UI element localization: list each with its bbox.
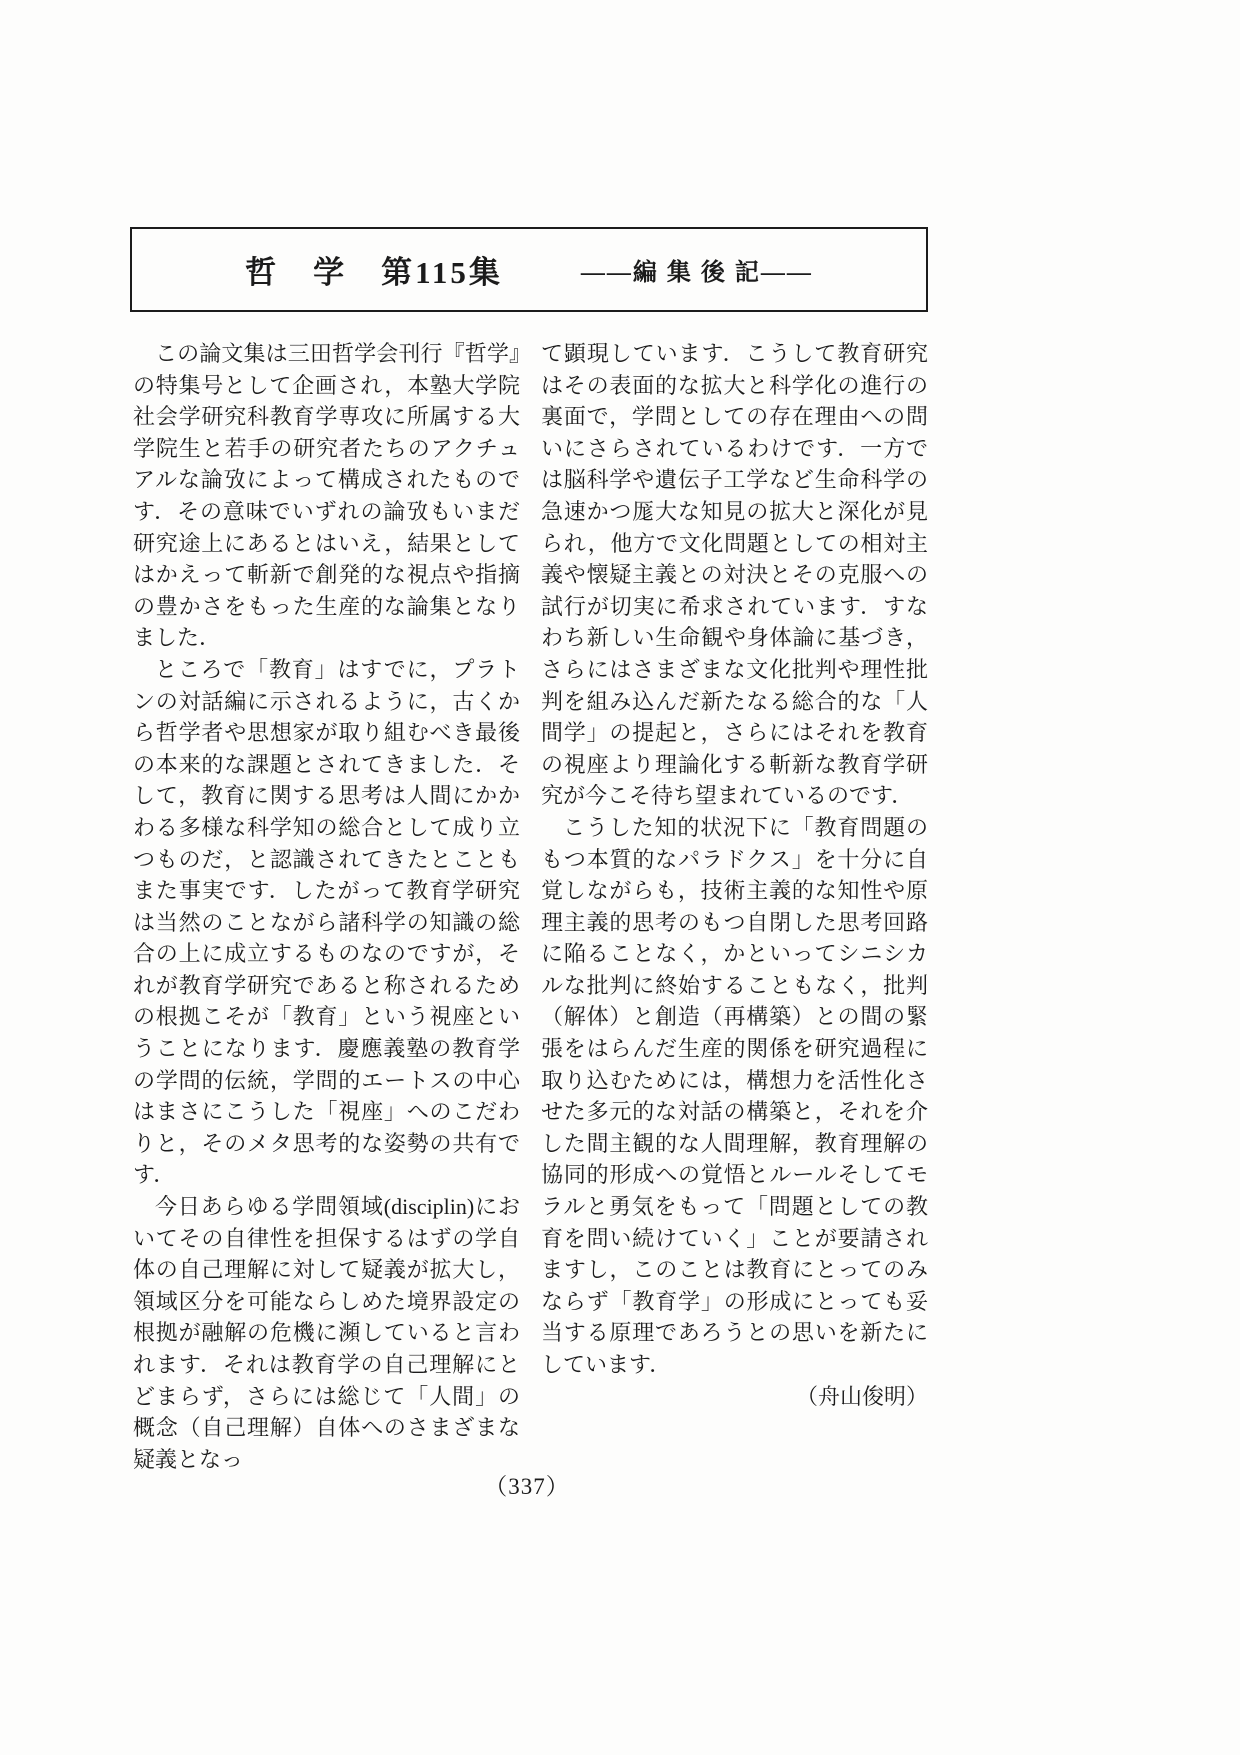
header-box: [130, 227, 928, 312]
author-signature: （舟山俊明）: [795, 1383, 928, 1409]
paragraph-continuation: て顕現しています．こうして教育研究はその表面的な拡大と科学化の進行の裏面で，学問としての存在理由への問いにさらされているわけです．一方では脳科学や遺伝子工学など生命科学の急速かつ厖大な知見の拡大と深化が見られ，他方で文化問題としての相対主義や懐疑主義との対決とその克服への試行が切実に希求されています．すなわち新しい生命観や身体論に基づき，さらにはさまざまな文化批判や理性批判を組み込んだ新たなる総合的な「人間学」の提起と，さらにはそれを教育の視座より理論化する斬新な教育学研究が今こそ待ち望まれているのです．: [541, 341, 928, 809]
left-column: [133, 338, 520, 1475]
text-columns: [133, 338, 928, 1475]
paragraph: ところで「教育」はすでに，プラトンの対話編に示されるように，古くから哲学者や思想家が取り組むべき最後の本来的な課題とされてきました．そして，教育に関する思考は人間にかかわる多様な科学知の総合として成り立つものだ，と認識されてきたとこともまた事実です．したがって教育学研究は当然のことながら諸科学の知識の総合の上に成立するものなのですが，それが教育学研究であると称されるための根拠こそが「教育」という視座ということになります．慶應義塾の教育学の学問的伝統，学問的エートスの中心はまさにこうした「視座」へのこだわりと，そのメタ思考的な姿勢の共有です．: [133, 656, 520, 1188]
page-number: （337）: [484, 1474, 570, 1499]
section-title: ――編 集 後 記――: [580, 260, 813, 286]
paragraph: 今日あらゆる学問領域(disciplin)においてその自律性を担保するはずの学自体の自己理解に対して疑義が拡大し，領域区分を可能ならしめた境界設定の根拠が融解の危機に瀕していると言われます．それは教育学の自己理解にとどまらず，さらには総じて「人間」の概念（自己理解）自体へのさまざまな疑義となっ: [133, 1194, 520, 1472]
paragraph: こうした知的状況下に「教育問題のもつ本質的なパラドクス」を十分に自覚しながらも，技術主義的な知性や原理主義的思考のもつ自閉した思考回路に陥ることなく，かといってシニシカルな批判に終始することもなく，批判（解体）と創造（再構築）との間の緊張をはらんだ生産的関係を研究過程に取り込むためには，構想力を活性化させた多元的な対話の構築と，それを介した間主観的な人間理解，教育理解の協同的形成への覚悟とルールそしてモラルと勇気をもって「問題としての教育を問い続けていく」ことが要請されますし，このことは教育にとってのみならず「教育学」の形成にとっても妥当する原理であろうとの思いを新たにしています．: [541, 814, 928, 1377]
paragraph: この論文集は三田哲学会刊行『哲学』の特集号として企画され，本塾大学院社会学研究科教育学専攻に所属する大学院生と若手の研究者たちのアクチュアルな論攷によって構成されたものです．その意味でいずれの論攷もいまだ研究途上にあるとはいえ，結果としてはかえって斬新で創発的な視点や指摘の豊かさをもった生産的な論集となりました．: [133, 341, 520, 651]
journal-title: 哲 学 第115集: [245, 255, 503, 290]
right-column: [541, 338, 928, 1475]
